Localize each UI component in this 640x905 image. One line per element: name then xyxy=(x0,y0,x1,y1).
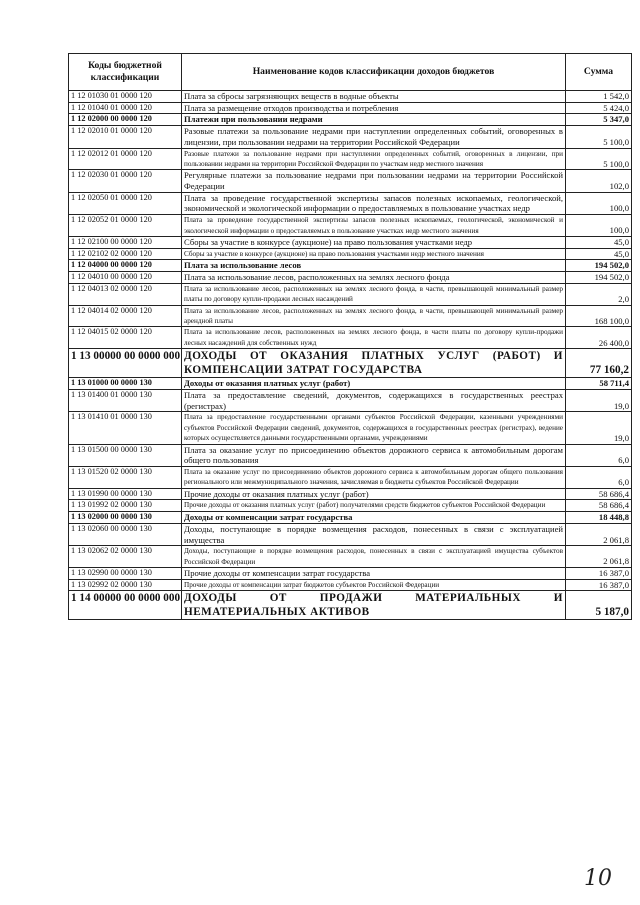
row-code: 1 12 04015 02 0000 120 xyxy=(69,327,182,349)
table-row xyxy=(69,378,632,390)
row-name: ДОХОДЫ ОТ ОКАЗАНИЯ ПЛАТНЫХ УСЛУГ (РАБОТ) И КОМПЕНСАЦИИ ЗАТРАТ ГОСУДАРСТВА xyxy=(182,349,566,378)
row-code: 1 12 04013 02 0000 120 xyxy=(69,283,182,305)
row-sum: 6,0 xyxy=(566,466,632,488)
row-sum: 1 542,0 xyxy=(566,91,632,103)
table-body xyxy=(69,91,632,620)
row-name: Плата за оказание услуг по присоединению объектов дорожного сервиса к автомобильным дорогам общего пользования регионального или межмуниципального значения, зачисляемая в бюджеты субъектов Российской Федерации xyxy=(182,466,566,488)
row-sum: 5 100,0 xyxy=(566,126,632,148)
table-row xyxy=(69,389,632,411)
row-code: 1 13 01400 01 0000 130 xyxy=(69,389,182,411)
row-name: Плата за проведение государственной экспертизы запасов полезных ископаемых, геологической, экономической и экологической информации о предоставляемых в пользование участках недр xyxy=(182,192,566,214)
row-name: Доходы, поступающие в порядке возмещения расходов, понесенных в связи с эксплуатацией имущества xyxy=(182,523,566,545)
table-row xyxy=(69,148,632,170)
row-sum: 45,0 xyxy=(566,248,632,260)
row-sum: 19,0 xyxy=(566,412,632,444)
table-row xyxy=(69,591,632,620)
table-row xyxy=(69,192,632,214)
table-row xyxy=(69,546,632,568)
row-name: Сборы за участие в конкурсе (аукционе) на право пользования участками недр местного значения xyxy=(182,248,566,260)
row-sum: 194 502,0 xyxy=(566,260,632,272)
header-code: Коды бюджетной классификации xyxy=(69,54,182,91)
page-number: 10 xyxy=(584,866,612,891)
table-row xyxy=(69,272,632,284)
row-code: 1 13 02990 00 0000 130 xyxy=(69,568,182,580)
row-code: 1 12 01040 01 0000 120 xyxy=(69,102,182,114)
table-row xyxy=(69,126,632,148)
row-sum: 45,0 xyxy=(566,236,632,248)
row-sum: 2 061,8 xyxy=(566,523,632,545)
row-name: Доходы от компенсации затрат государства xyxy=(182,512,566,524)
row-code: 1 13 02062 02 0000 130 xyxy=(69,546,182,568)
row-code: 1 13 01990 00 0000 130 xyxy=(69,488,182,500)
row-name: Платежи при пользовании недрами xyxy=(182,114,566,126)
row-name: Плата за предоставление государственными органами субъектов Российской Федерации, казенными учреждениями субъектов Российской Федерации сведений, документов, содержащихся в государственных реестрах (регистрах), ведение которых осуществляется данными государственными органами, учреждениями xyxy=(182,412,566,444)
row-name: Плата за использование лесов, расположенных на землях лесного фонда, в части платы по договору купли-продажи лесных насаждений для собственных нужд xyxy=(182,327,566,349)
row-code: 1 13 00000 00 0000 000 xyxy=(69,349,182,378)
row-code: 1 12 02102 02 0000 120 xyxy=(69,248,182,260)
row-sum: 18 448,8 xyxy=(566,512,632,524)
row-sum: 58 711,4 xyxy=(566,378,632,390)
row-name: Доходы, поступающие в порядке возмещения расходов, понесенных в связи с эксплуатацией имущества субъектов Российской Федерации xyxy=(182,546,566,568)
budget-revenue-table-sheet xyxy=(68,53,632,620)
row-sum: 16 387,0 xyxy=(566,568,632,580)
table-row xyxy=(69,283,632,305)
table-row xyxy=(69,102,632,114)
table-row xyxy=(69,512,632,524)
row-name: ДОХОДЫ ОТ ПРОДАЖИ МАТЕРИАЛЬНЫХ И НЕМАТЕРИАЛЬНЫХ АКТИВОВ xyxy=(182,591,566,620)
table-row xyxy=(69,466,632,488)
table-row xyxy=(69,579,632,591)
row-code: 1 12 02100 00 0000 120 xyxy=(69,236,182,248)
row-name: Плата за использование лесов, расположенных на землях лесного фонда, в части, превышающей минимальный размер арендной платы xyxy=(182,305,566,327)
row-sum: 26 400,0 xyxy=(566,327,632,349)
row-sum: 19,0 xyxy=(566,389,632,411)
row-sum: 16 387,0 xyxy=(566,579,632,591)
table-row xyxy=(69,412,632,444)
table-row xyxy=(69,349,632,378)
row-sum: 168 100,0 xyxy=(566,305,632,327)
row-sum: 5 347,0 xyxy=(566,114,632,126)
row-name: Плата за использование лесов, расположенных на землях лесного фонда, в части, превышающей минимальный размер платы по договору купли-продажи лесных насаждений xyxy=(182,283,566,305)
row-sum: 102,0 xyxy=(566,170,632,192)
row-name: Плата за использование лесов, расположенных на землях лесного фонда xyxy=(182,272,566,284)
row-code: 1 12 02030 01 0000 120 xyxy=(69,170,182,192)
row-sum: 5 100,0 xyxy=(566,148,632,170)
table-row xyxy=(69,500,632,512)
row-sum: 77 160,2 xyxy=(566,349,632,378)
row-code: 1 12 04010 00 0000 120 xyxy=(69,272,182,284)
row-sum: 194 502,0 xyxy=(566,272,632,284)
budget-revenue-table xyxy=(68,53,632,620)
row-code: 1 12 02012 01 0000 120 xyxy=(69,148,182,170)
table-row xyxy=(69,215,632,237)
header-sum: Сумма xyxy=(566,54,632,91)
row-name: Сборы за участие в конкурсе (аукционе) на право пользования участками недр xyxy=(182,236,566,248)
row-code: 1 12 02050 01 0000 120 xyxy=(69,192,182,214)
row-code: 1 13 01410 01 0000 130 xyxy=(69,412,182,444)
row-code: 1 13 01992 02 0000 130 xyxy=(69,500,182,512)
row-code: 1 13 01520 02 0000 130 xyxy=(69,466,182,488)
table-row xyxy=(69,91,632,103)
row-name: Прочие доходы от компенсации затрат государства xyxy=(182,568,566,580)
table-row xyxy=(69,114,632,126)
row-sum: 100,0 xyxy=(566,192,632,214)
row-name: Разовые платежи за пользование недрами при наступлении определенных событий, оговоренных в лицензии, при пользовании недрами на территории Российской Федерации xyxy=(182,126,566,148)
row-sum: 58 686,4 xyxy=(566,500,632,512)
row-sum: 2,0 xyxy=(566,283,632,305)
row-name: Разовые платежи за пользование недрами при наступлении определенных событий, оговоренных в лицензии, при пользовании недрами на территории Российской Федерации по участкам недр местного значения xyxy=(182,148,566,170)
row-sum: 100,0 xyxy=(566,215,632,237)
row-code: 1 13 02992 02 0000 130 xyxy=(69,579,182,591)
row-sum: 5 187,0 xyxy=(566,591,632,620)
row-sum: 5 424,0 xyxy=(566,102,632,114)
row-name: Плата за размещение отходов производства и потребления xyxy=(182,102,566,114)
row-code: 1 14 00000 00 0000 000 xyxy=(69,591,182,620)
row-name: Плата за использование лесов xyxy=(182,260,566,272)
row-name: Прочие доходы от оказания платных услуг (работ) xyxy=(182,488,566,500)
table-row xyxy=(69,305,632,327)
table-header-row xyxy=(69,54,632,91)
row-code: 1 12 02052 01 0000 120 xyxy=(69,215,182,237)
row-sum: 58 686,4 xyxy=(566,488,632,500)
table-row xyxy=(69,170,632,192)
row-code: 1 12 01030 01 0000 120 xyxy=(69,91,182,103)
row-name: Плата за проведение государственной экспертизы запасов полезных ископаемых, геологической, экономической и экологической информации о предоставляемых в пользование участках недр местного значения xyxy=(182,215,566,237)
row-code: 1 13 01000 00 0000 130 xyxy=(69,378,182,390)
table-row xyxy=(69,488,632,500)
row-name: Плата за оказание услуг по присоединению объектов дорожного сервиса к автомобильным дорогам общего пользования xyxy=(182,444,566,466)
row-code: 1 12 02000 00 0000 120 xyxy=(69,114,182,126)
row-code: 1 13 01500 00 0000 130 xyxy=(69,444,182,466)
row-sum: 2 061,8 xyxy=(566,546,632,568)
row-name: Прочие доходы от оказания платных услуг (работ) получателями средств бюджетов субъектов Российской Федерации xyxy=(182,500,566,512)
row-code: 1 13 02060 00 0000 130 xyxy=(69,523,182,545)
row-name: Прочие доходы от компенсации затрат бюджетов субъектов Российской Федерации xyxy=(182,579,566,591)
row-code: 1 12 04000 00 0000 120 xyxy=(69,260,182,272)
row-code: 1 12 04014 02 0000 120 xyxy=(69,305,182,327)
row-name: Доходы от оказания платных услуг (работ) xyxy=(182,378,566,390)
table-row xyxy=(69,236,632,248)
row-name: Регулярные платежи за пользование недрами при пользовании недрами на территории Российской Федерации xyxy=(182,170,566,192)
row-name: Плата за предоставление сведений, документов, содержащихся в государственных реестрах (регистрах) xyxy=(182,389,566,411)
table-row xyxy=(69,568,632,580)
table-row xyxy=(69,523,632,545)
row-code: 1 13 02000 00 0000 130 xyxy=(69,512,182,524)
table-row xyxy=(69,260,632,272)
row-code: 1 12 02010 01 0000 120 xyxy=(69,126,182,148)
header-name: Наименование кодов классификации доходов бюджетов xyxy=(182,54,566,91)
row-name: Плата за сбросы загрязняющих веществ в водные объекты xyxy=(182,91,566,103)
table-row xyxy=(69,248,632,260)
table-row xyxy=(69,327,632,349)
table-row xyxy=(69,444,632,466)
row-sum: 6,0 xyxy=(566,444,632,466)
